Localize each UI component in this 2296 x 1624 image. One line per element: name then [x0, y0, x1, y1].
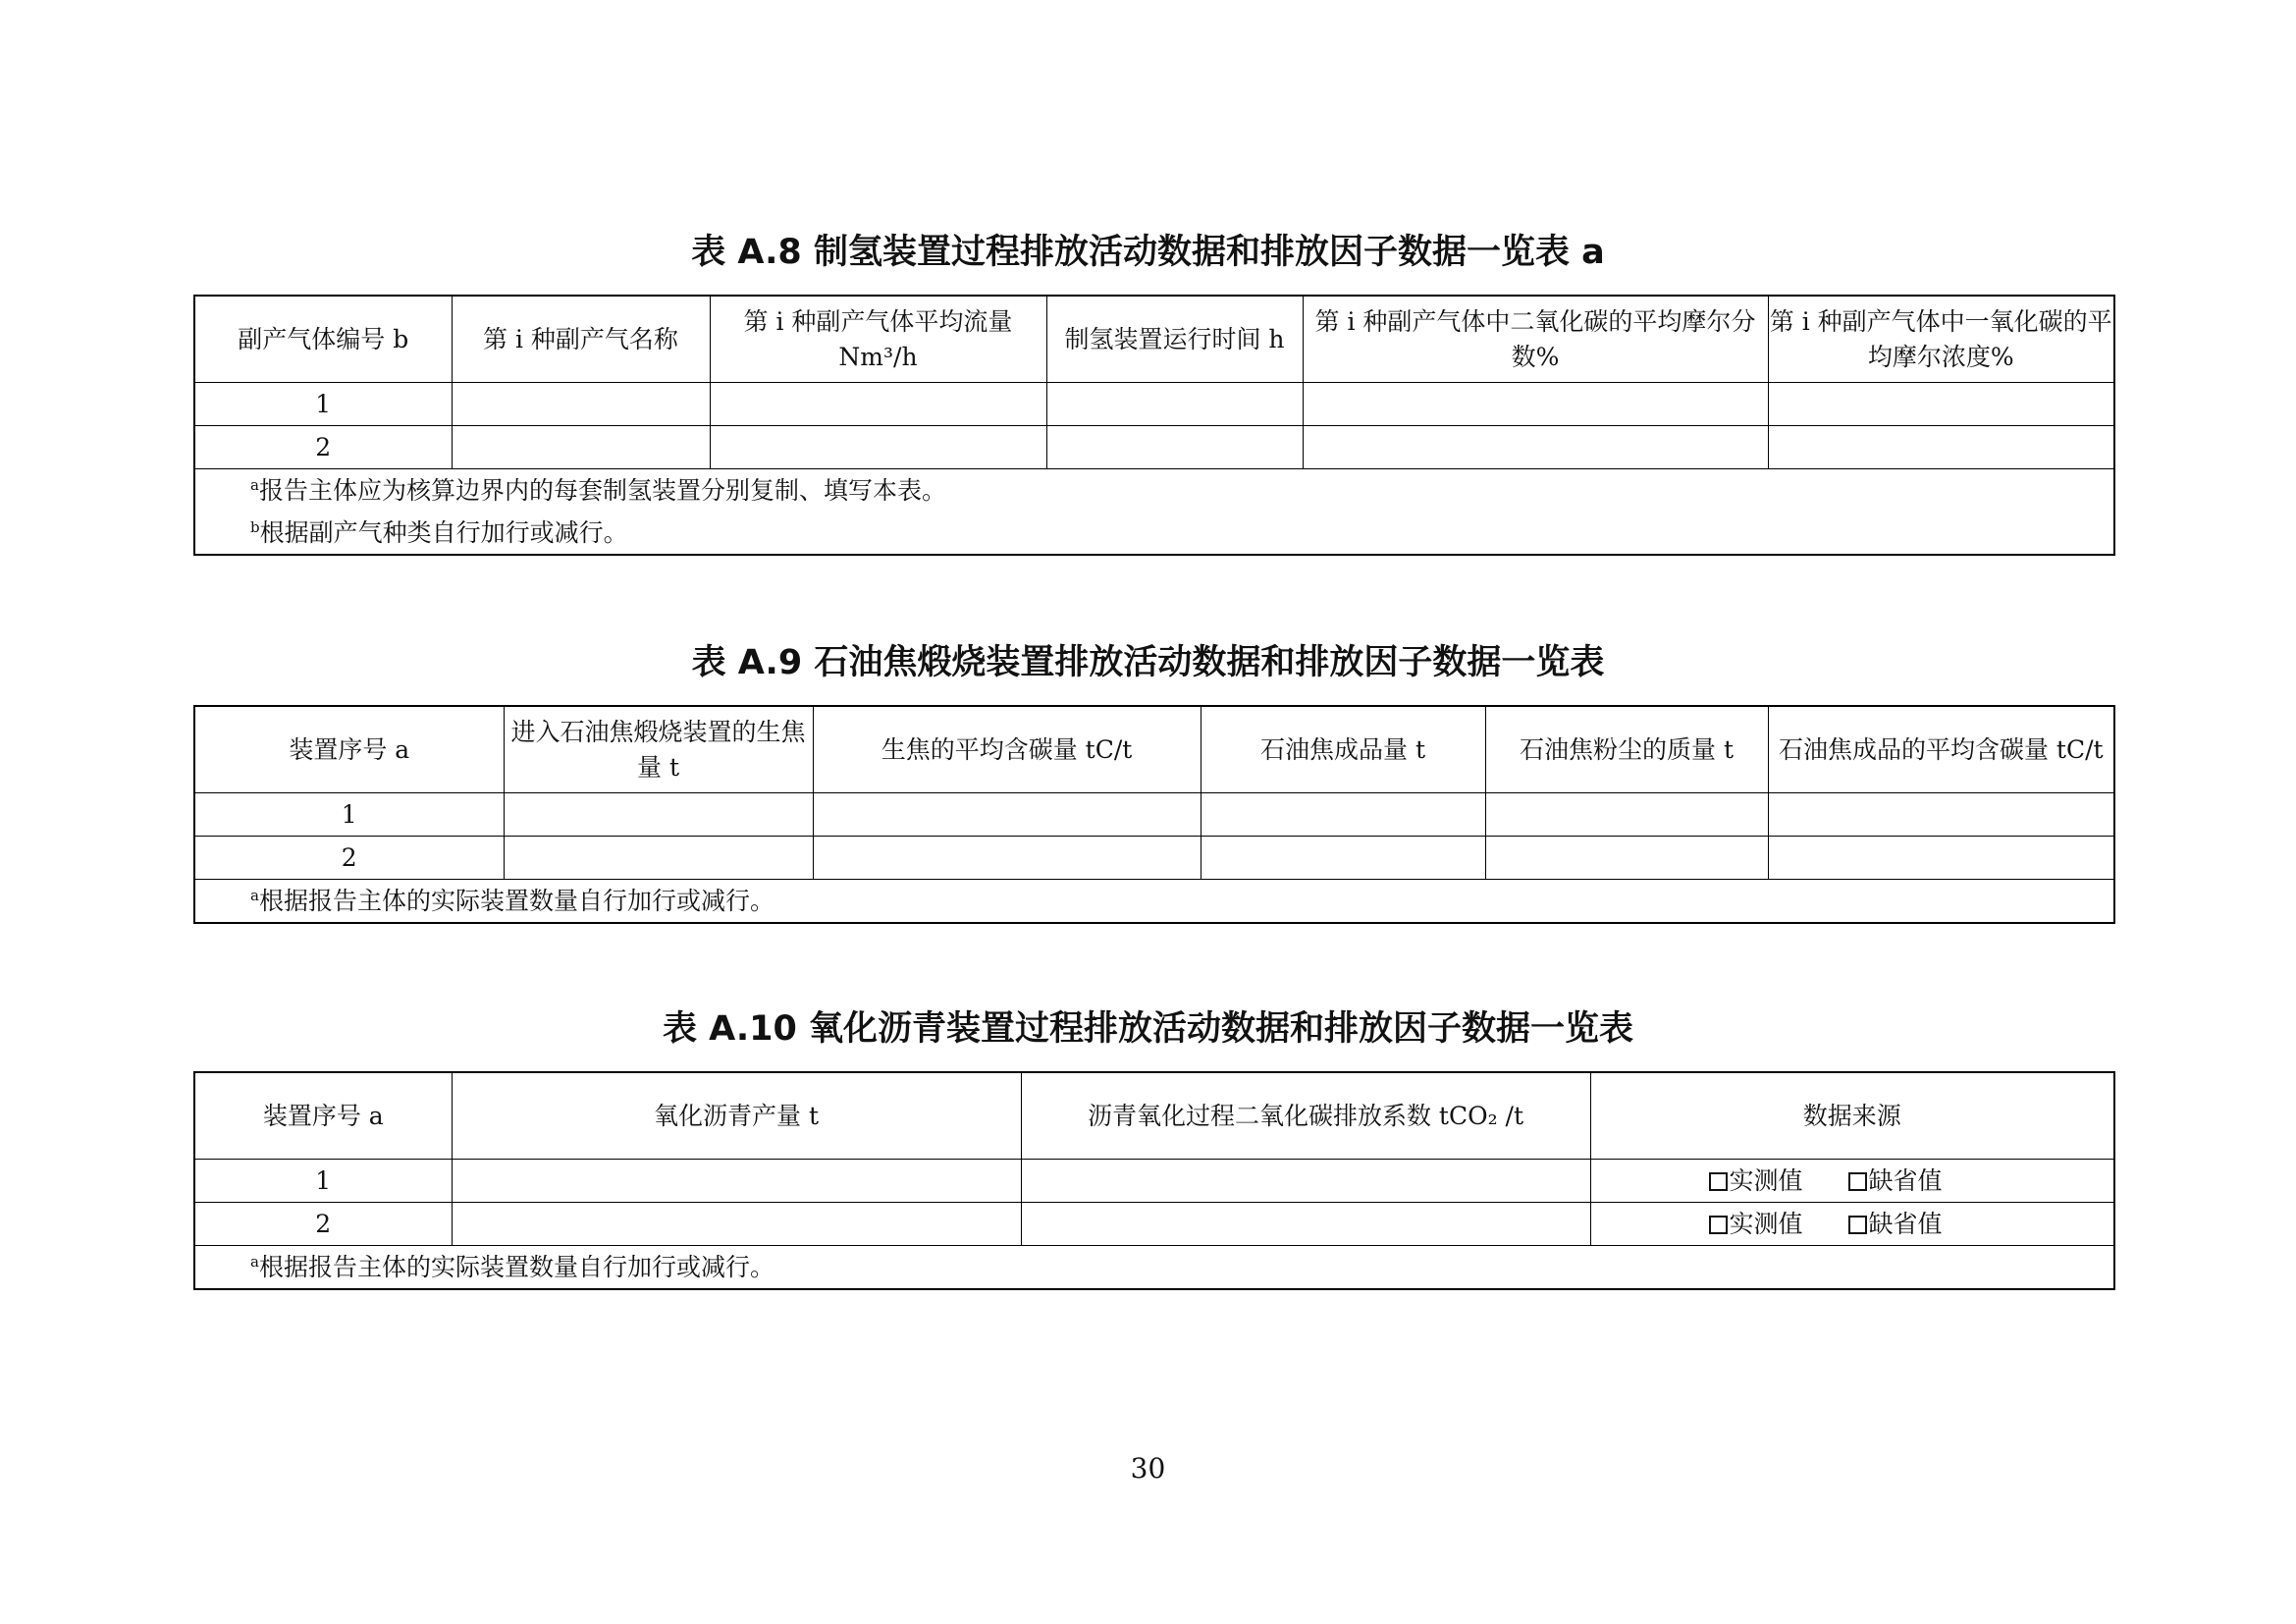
- input-cell[interactable]: [1768, 793, 2114, 837]
- table-a8-header-cell: 第 i 种副产气体平均流量 Nm³/h: [710, 296, 1046, 383]
- table-row: [194, 1160, 2114, 1203]
- footnote-mark: a: [250, 476, 259, 494]
- input-cell[interactable]: [1303, 383, 1768, 426]
- data-source-cell: [1590, 1203, 2114, 1246]
- table-a10-header-cell: 氧化沥青产量 t: [452, 1072, 1021, 1160]
- footnote: [250, 512, 2113, 554]
- table-note: [194, 469, 2114, 556]
- input-cell[interactable]: [504, 837, 813, 880]
- footnote-text: 根据副产气种类自行加行或减行。: [259, 518, 628, 547]
- measured-value-option[interactable]: [1709, 1207, 1803, 1242]
- input-cell[interactable]: [1768, 383, 2114, 426]
- table-a8-header-cell: 第 i 种副产气名称: [452, 296, 710, 383]
- input-cell[interactable]: [1485, 793, 1768, 837]
- row-number: 2: [194, 426, 452, 469]
- table-a8-header-cell: 副产气体编号 b: [194, 296, 452, 383]
- input-cell[interactable]: [1485, 837, 1768, 880]
- table-a10-notes-row: [194, 1246, 2114, 1290]
- input-cell[interactable]: [1046, 426, 1303, 469]
- default-value-option[interactable]: [1848, 1164, 1943, 1199]
- table-a8-title: 表 A.8 制氢装置过程排放活动数据和排放因子数据一览表 a: [691, 233, 1605, 272]
- table-a10-header-cell: 数据来源: [1590, 1072, 2114, 1160]
- option-label: 缺省值: [1868, 1209, 1943, 1238]
- input-cell[interactable]: [813, 837, 1201, 880]
- table-note: [194, 1246, 2114, 1290]
- input-cell[interactable]: [452, 426, 710, 469]
- footnote-text: 根据报告主体的实际装置数量自行加行或减行。: [258, 887, 774, 915]
- input-cell[interactable]: [710, 383, 1046, 426]
- table-note: [194, 880, 2114, 924]
- input-cell[interactable]: [452, 383, 710, 426]
- table-a10-header-cell: 沥青氧化过程二氧化碳排放系数 tCO₂ /t: [1021, 1072, 1590, 1160]
- table-row: [194, 426, 2114, 469]
- option-label: 缺省值: [1868, 1165, 1943, 1195]
- table-row: [194, 383, 2114, 426]
- table-a8-header-cell: 第 i 种副产气体中二氧化碳的平均摩尔分数%: [1303, 296, 1768, 383]
- option-label: 实测值: [1729, 1209, 1803, 1238]
- table-a8-notes-row: [194, 469, 2114, 556]
- checkbox-icon[interactable]: [1848, 1216, 1867, 1234]
- input-cell[interactable]: [1201, 837, 1485, 880]
- row-number: 2: [194, 837, 504, 880]
- table-row: [194, 1203, 2114, 1246]
- table-row: [194, 793, 2114, 837]
- table-a9-header-cell: 进入石油焦煅烧装置的生焦量 t: [504, 706, 813, 793]
- input-cell[interactable]: [1303, 426, 1768, 469]
- checkbox-icon[interactable]: [1709, 1172, 1728, 1191]
- footnote-mark: b: [250, 518, 260, 536]
- footnote: [250, 1246, 2113, 1288]
- table-a9-title: 表 A.9 石油焦煅烧装置排放活动数据和排放因子数据一览表: [691, 643, 1605, 682]
- table-a10-header-cell: 装置序号 a: [194, 1072, 452, 1160]
- footnote: [250, 880, 2113, 922]
- footnote: [250, 469, 2113, 512]
- row-number: 2: [194, 1203, 452, 1246]
- input-cell[interactable]: [1768, 837, 2114, 880]
- table-a8: [193, 295, 2115, 556]
- data-source-cell: [1590, 1160, 2114, 1203]
- footnote-text: 报告主体应为核算边界内的每套制氢装置分别复制、填写本表。: [258, 476, 946, 505]
- row-number: 1: [194, 383, 452, 426]
- table-a9-header-cell: 石油焦粉尘的质量 t: [1485, 706, 1768, 793]
- table-a9-notes-row: [194, 880, 2114, 924]
- table-a10-header-row: [194, 1072, 2114, 1160]
- default-value-option[interactable]: [1848, 1207, 1943, 1242]
- table-a9-header-cell: 生焦的平均含碳量 tC/t: [813, 706, 1201, 793]
- input-cell[interactable]: [813, 793, 1201, 837]
- checkbox-icon[interactable]: [1848, 1172, 1867, 1191]
- table-a8-header-cell: 第 i 种副产气体中一氧化碳的平均摩尔浓度%: [1768, 296, 2114, 383]
- input-cell[interactable]: [710, 426, 1046, 469]
- input-cell[interactable]: [452, 1160, 1021, 1203]
- footnote-mark: a: [250, 1253, 259, 1271]
- input-cell[interactable]: [1201, 793, 1485, 837]
- input-cell[interactable]: [452, 1203, 1021, 1246]
- table-a9-header-cell: 装置序号 a: [194, 706, 504, 793]
- measured-value-option[interactable]: [1709, 1164, 1803, 1199]
- input-cell[interactable]: [1046, 383, 1303, 426]
- footnote-text: 根据报告主体的实际装置数量自行加行或减行。: [258, 1253, 774, 1281]
- table-a9-header-row: [194, 706, 2114, 793]
- row-number: 1: [194, 1160, 452, 1203]
- table-a8-header-cell: 制氢装置运行时间 h: [1046, 296, 1303, 383]
- option-label: 实测值: [1729, 1165, 1803, 1195]
- input-cell[interactable]: [1768, 426, 2114, 469]
- table-a9-header-cell: 石油焦成品量 t: [1201, 706, 1485, 793]
- page-number: 30: [1130, 1452, 1166, 1485]
- table-row: [194, 837, 2114, 880]
- table-a9-header-cell: 石油焦成品的平均含碳量 tC/t: [1768, 706, 2114, 793]
- table-a10-title: 表 A.10 氧化沥青装置过程排放活动数据和排放因子数据一览表: [662, 1009, 1634, 1049]
- table-a9: [193, 705, 2115, 924]
- input-cell[interactable]: [1021, 1203, 1590, 1246]
- checkbox-icon[interactable]: [1709, 1216, 1728, 1234]
- table-a8-header-row: [194, 296, 2114, 383]
- footnote-mark: a: [250, 887, 259, 904]
- row-number: 1: [194, 793, 504, 837]
- input-cell[interactable]: [504, 793, 813, 837]
- input-cell[interactable]: [1021, 1160, 1590, 1203]
- table-a10: [193, 1071, 2115, 1290]
